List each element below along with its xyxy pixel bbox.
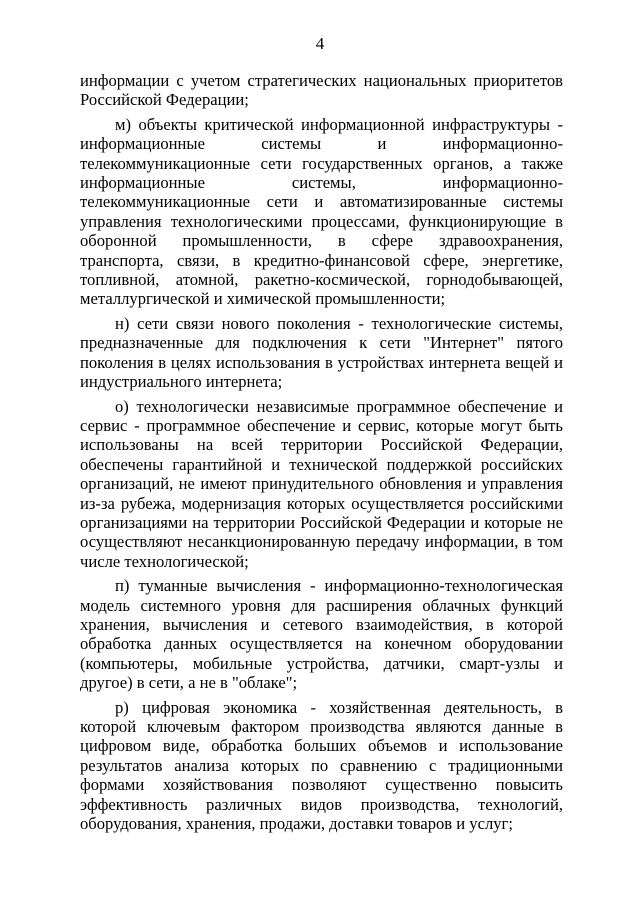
- paragraph-continuation: информации с учетом стратегических национальных приоритетов Российской Федерации;: [80, 71, 563, 110]
- paragraph-item-n: н) сети связи нового поколения - технологические системы, предназначенные для подключения к сети "Интернет" пятого поколения в целях использования в устройствах интернета вещей и индустриального интернета;: [80, 313, 563, 392]
- page-number: 4: [315, 34, 325, 53]
- document-body: [80, 71, 563, 838]
- paragraph-item-m: м) объекты критической информационной инфраструктуры - информационные системы и информационно-телекоммуникационные сети государственных органов, а также информационные системы, информационно-телекоммуникационные сети и автоматизированные системы управления технологическими процессами, функционирующие в оборонной промышленности, в сфере здравоохранения, транспорта, связи, в кредитно-финансовой сфере, энергетике, топливной, атомной, ракетно-космической, горнодобывающей, металлургической и химической промышленности;: [80, 114, 563, 309]
- paragraph-item-o: о) технологически независимые программное обеспечение и сервис - программное обеспечение и сервис, которые могут быть использованы на всей территории Российской Федерации, обеспечены гарантийной и технической поддержкой российских организаций, не имеют принудительного обновления и управления из-за рубежа, модернизация которых осуществляется российскими организациями на территории Российской Федерации и которые не осуществляют несанкционированную передачу информации, в том числе технологической;: [80, 396, 563, 571]
- paragraph-item-p: п) туманные вычисления - информационно-технологическая модель системного уровня для расширения облачных функций хранения, вычисления и сетевого взаимодействия, в которой обработка данных осуществляется на конечном оборудовании (компьютеры, мобильные устройства, датчики, смарт-узлы и другое) в сети, а не в "облаке";: [80, 576, 563, 693]
- paragraph-item-r: р) цифровая экономика - хозяйственная деятельность, в которой ключевым фактором производства являются данные в цифровом виде, обработка больших объемов и использование результатов анализа которых по сравнению с традиционными формами хозяйствования позволяют существенно повысить эффективность различных видов производства, технологий, оборудования, хранения, продажи, доставки товаров и услуг;: [80, 697, 563, 834]
